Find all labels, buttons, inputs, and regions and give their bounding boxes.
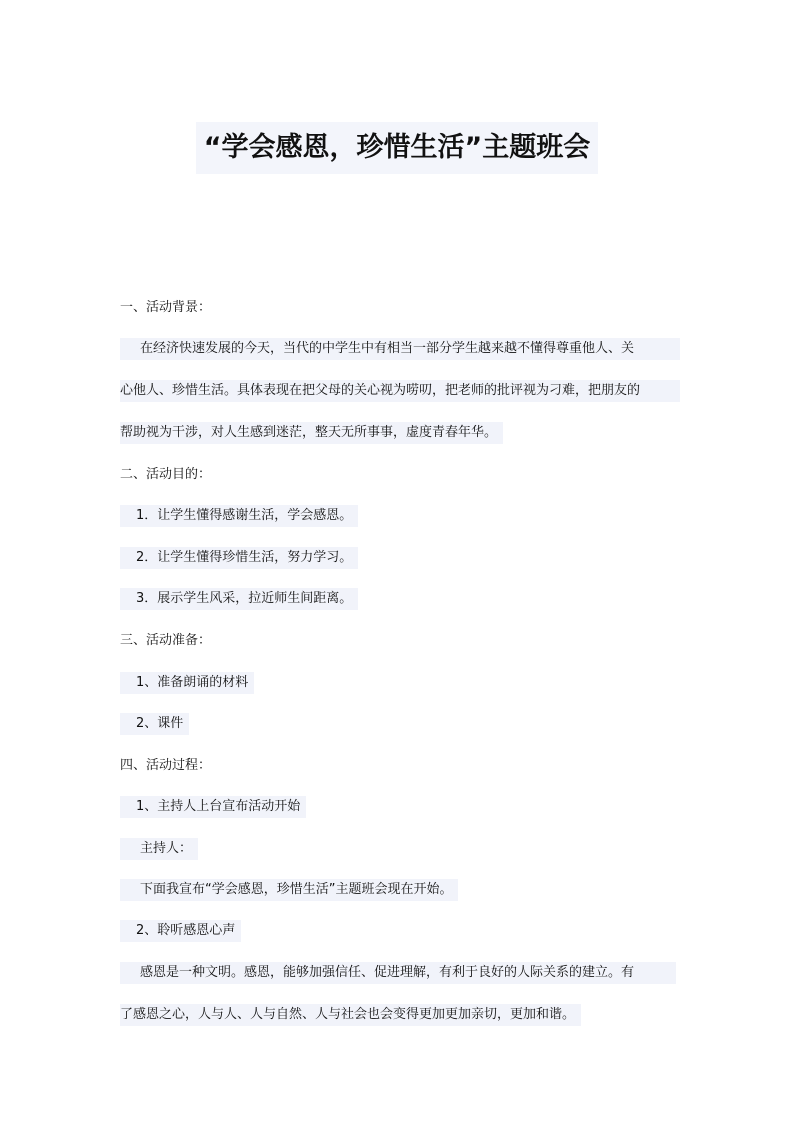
list-item: 3．展示学生风采，拉近师生间距离。 [120,588,358,610]
list-item: 1、准备朗诵的材料 [120,672,254,694]
paragraph-line: 了感恩之心，人与人、人与自然、人与社会也会变得更加更加亲切，更加和谐。 [120,1004,581,1026]
paragraph-line: 帮助视为干涉，对人生感到迷茫，整天无所事事，虚度青春年华。 [120,422,503,444]
section-heading-purpose: 二、活动目的： [120,467,212,482]
paragraph-line: 感恩是一种文明。感恩，能够加强信任、促进理解，有利于良好的人际关系的建立。有 [120,962,676,984]
host-label: 主持人： [120,838,198,860]
step-label: 1、主持人上台宣布活动开始 [120,796,306,818]
paragraph-line: 心他人、珍惜生活。具体表现在把父母的关心视为唠叨，把老师的批评视为刁难，把朋友的 [120,380,680,402]
host-speech: 下面我宣布“学会感恩，珍惜生活”主题班会现在开始。 [120,879,458,901]
section-heading-preparation: 三、活动准备： [120,633,212,648]
document-title: “学会感恩，珍惜生活”主题班会 [196,122,598,174]
list-item: 1．让学生懂得感谢生活，学会感恩。 [120,505,358,527]
section-heading-background: 一、活动背景： [120,300,212,315]
paragraph-line: 在经济快速发展的今天，当代的中学生中有相当一部分学生越来越不懂得尊重他人、关 [120,338,680,360]
section-heading-process: 四、活动过程： [120,758,212,773]
step-label: 2、聆听感恩心声 [120,920,241,942]
list-item: 2、课件 [120,713,189,735]
list-item: 2．让学生懂得珍惜生活，努力学习。 [120,547,358,569]
